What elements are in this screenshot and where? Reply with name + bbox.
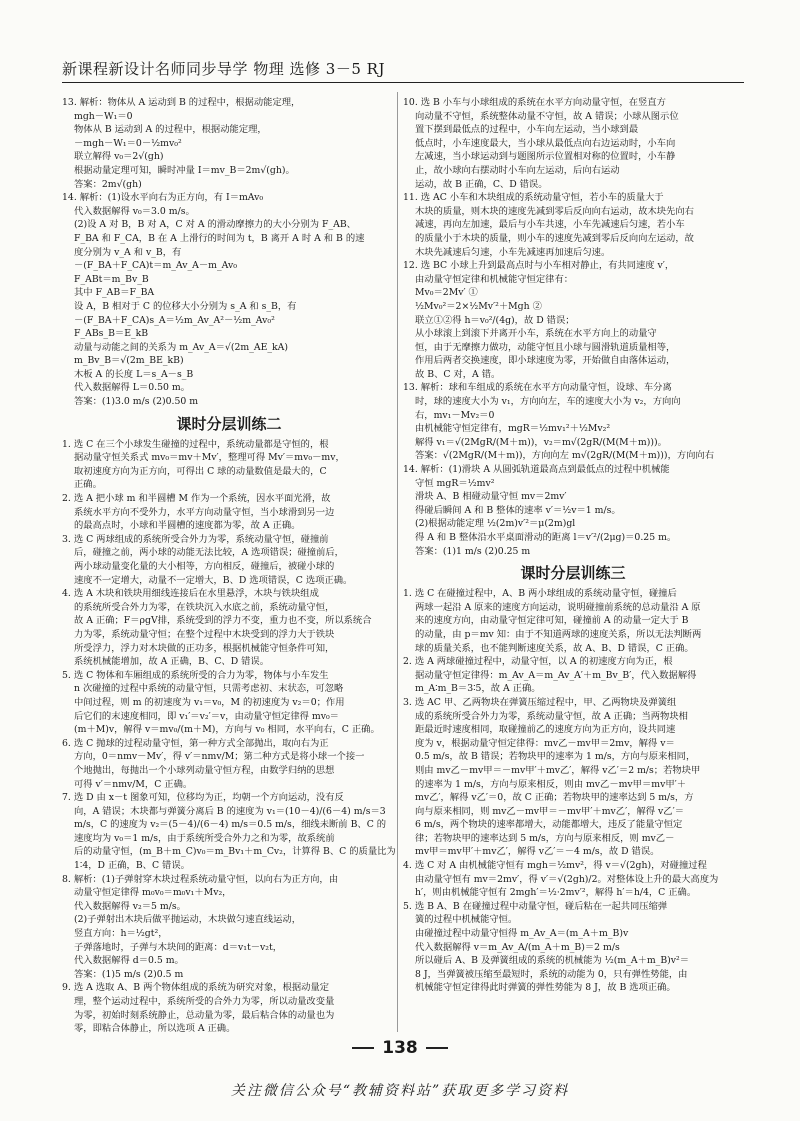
text-line: m_Bv_B＝√(2m_BE_kB) <box>74 355 184 367</box>
text-line: －(F_BA＋F_CA)s_A＝½m_Av_A²－½m_Av₀² <box>74 314 275 326</box>
page-header <box>62 56 744 83</box>
text-line: 向与原来相同，则 mv乙－mv甲＝－mv甲′＋mv乙′，解得 v乙′＝ <box>415 805 685 817</box>
text-line: 由动量守恒有 mv＝2mv′，得 v′＝√(2gh)/2。对整体设上升的最大高度为 <box>415 873 719 885</box>
text-line: －mgh－W₁＝0－½mv₀² <box>74 137 182 149</box>
text-line: mv甲＝mv甲′＋mv乙′，解得 v乙′＝－4 m/s，故 D 错误。 <box>415 846 660 858</box>
text-line: 代入数据解得 L＝0.50 m。 <box>74 382 190 394</box>
text-line: 簧的过程中机械能守恒。 <box>415 914 518 926</box>
text-line: 2. 选 A 两球碰撞过程中，动量守恒，以 A 的初速度方向为正，根 <box>403 656 673 668</box>
text-line: 12. 选 BC 小球上升到最高点时与小车相对静止，有共同速度 v′， <box>403 260 675 272</box>
text-line: 代入数据解得 v₂＝5 m/s。 <box>74 900 186 912</box>
text-line: 根据动量定理可知，瞬时冲量 I＝mv_B＝2m√(gh)。 <box>74 164 295 176</box>
text-line: 答案：(1)3.0 m/s (2)0.50 m <box>74 396 199 408</box>
text-line: m_A∶m_B＝3∶5，故 A 正确。 <box>415 683 541 695</box>
text-line: 作用后两者交换速度，即小球速度为零，开始做自由落体运动， <box>415 355 676 367</box>
text-line: 的质量小于木块的质量，则小车的速度先减到零后反向向左运动，故 <box>415 232 694 244</box>
text-line: 解得 v₁＝√(2MgR/(M＋m))，v₂＝m√(2gR/(M(M＋m)))。 <box>415 436 667 448</box>
header-title: 新课程新设计名师同步导学 物理 选修 3－5 RJ <box>62 60 385 78</box>
text-line: (2)根据动能定理 ½(2m)v′²＝μ(2m)gl <box>415 518 576 530</box>
text-line: －(F_BA＋F_CA)t＝m_Av_A－m_Av₀ <box>74 260 237 272</box>
text-line: 11. 选 AC 小车和木块组成的系统动量守恒，若小车的质量大于 <box>403 192 664 204</box>
text-line: 13. 解析：球和车组成的系统在水平方向动量守恒，设球、车分离 <box>403 382 672 394</box>
text-line: 低点时，小车速度最大，当小球从最低点向右边运动时，小车向 <box>415 137 676 149</box>
page-number: 138 <box>0 1038 800 1058</box>
text-line: mv乙′，解得 v乙′＝0，故 C 正确；若物块甲的速率达到 5 m/s，方 <box>415 792 694 804</box>
text-line: 距最近时速度相同，取碰撞前乙的速度方向为正方向，设共同速 <box>415 724 676 736</box>
text-line: 零，即粘合体静止，所以选项 A 正确。 <box>74 1023 236 1035</box>
text-line: 设 A，B 相对于 C 的位移大小分别为 s_A 和 s_B，有 <box>74 300 297 312</box>
text-line: 子弹落地时，子弹与木块间的距离：d＝v₁t－v₂t， <box>74 941 283 953</box>
text-line: (2)子弹射出木块后做平抛运动，木块做匀速直线运动， <box>74 914 301 926</box>
text-line: 1∶4，D 正确，B、C 错误。 <box>74 860 190 872</box>
text-line: 的最高点时，小球和半圆槽的速度都为零，故 A 正确。 <box>74 520 301 532</box>
text-line: 1. 选 C 在碰撞过程中，A、B 两小球组成的系统动量守恒，碰撞后 <box>403 588 677 600</box>
text-line: 答案：(1)1 m/s (2)0.25 m <box>415 545 531 557</box>
text-line: 律；若物块甲的速率达到 5 m/s，方向与原来相反，则 mv乙－ <box>415 832 675 844</box>
text-line: 球的质量关系，也不能判断速度关系，故 A、B、D 错误，C 正确。 <box>415 642 694 654</box>
text-line: 后，碰撞之前，两小球的动能无法比较，A 选项错误；碰撞前后， <box>74 547 344 559</box>
text-line: 9. 选 A 选取 A、B 两个物体组成的系统为研究对象，根据动量定 <box>62 982 330 994</box>
text-line: mgh－W₁＝0 <box>74 110 133 122</box>
text-line: 0.5 m/s，故 B 错误；若物块甲的速率为 1 m/s，方向与原来相同， <box>415 751 696 763</box>
text-line: 向，A 错误；木块都与弹簧分离后 B 的速度为 v₁＝(10－4)/(6－4) m/s＝3 <box>74 805 386 817</box>
text-line: F_ABt＝m_Bv_B <box>74 273 149 285</box>
text-line: 6. 选 C 抛球的过程动量守恒，第一种方式全部抛出，取向右为正 <box>62 737 329 749</box>
text-line: 所受浮力，浮力对木块做的正功多，根据机械能守恒条件可知， <box>74 642 335 654</box>
text-line: 系统机械能增加，故 A 正确，B、C、D 错误。 <box>74 656 270 668</box>
text-line: 6 m/s，两个物块的速率都增大，动能都增大，违反了能量守恒定 <box>415 819 683 831</box>
text-line: h′，则由机械能守恒有 2mgh′＝½·2mv′²，解得 h′＝h/4，C 正确。 <box>415 887 697 899</box>
text-line: 木块的质量，则木块的速度先减到零后反向向右运动，故木块先向右 <box>415 205 694 217</box>
text-line: 5. 选 B A、B 在碰撞过程中动量守恒，碰后粘在一起共同压缩弹 <box>403 900 668 912</box>
text-line: 联立解得 v₀＝2√(gh) <box>74 151 164 163</box>
text-line: 由机械能守恒定律有，mgR＝½mv₁²＋½Mv₂² <box>415 423 611 435</box>
text-line: 左减速，当小球运动到与题图所示位置相对称的位置时，小车静 <box>415 151 676 163</box>
text-line: (m＋M)v，解得 v＝mv₀/(m＋M)，方向与 v₀ 相同，水平向右，C 正确。 <box>74 724 380 736</box>
text-line: 力为零，系统动量守恒；在整个过程中木块受到的浮力大于铁块 <box>74 628 335 640</box>
text-line: 向动量不守恒，系统整体动量不守恒，故 A 错误；小球从图示位 <box>415 110 679 122</box>
text-line: 动量守恒定律得 m₀v₀＝m₀v₁＋Mv₂， <box>74 887 232 899</box>
text-line: 减速，再向左加速，最后与小车共速，小车先减速后匀速，若小车 <box>415 219 685 231</box>
text-line: 则由 mv乙－mv甲＝－mv甲′＋mv乙′，解得 v乙′＝2 m/s；若物块甲 <box>415 764 701 776</box>
text-line: 正确。 <box>74 479 102 491</box>
text-line: 的速率为 1 m/s，方向与原来相反，则由 mv乙－mv甲＝mv甲′＋ <box>415 778 687 790</box>
text-line: 答案：√(2MgR/(M＋m))，方向向左 m√(2gR/(M(M＋m)))，方向向右 <box>415 450 715 462</box>
text-line: 8. 解析：(1)子弹射穿木块过程系统动量守恒，以向右为正方向，由 <box>62 873 339 885</box>
text-line: m/s，C 的速度为 v₂＝(5－4)/(6－4) m/s＝0.5 m/s，细线未断前 B、C 的 <box>74 819 387 831</box>
text-line: 3. 选 AC 甲、乙两物块在弹簧压缩过程中，甲、乙两物块及弹簧组 <box>403 696 677 708</box>
text-line: 所以碰后 A、B 及弹簧组成的系统的机械能为 ½(m_A＋m_B)v²＝ <box>415 955 690 967</box>
text-line: 两小球动量变化量的大小相等，方向相反，碰撞后，被碰小球的 <box>74 561 335 572</box>
text-line: 方向，0＝nmv－Mv′，得 v′＝nmv/M；第二种方式是将小球一个接一 <box>74 751 365 763</box>
text-line: 机械能守恒定律得此时弹簧的弹性势能为 8 J，故 B 选项正确。 <box>415 982 676 994</box>
text-line: 故 B、C 对，A 错。 <box>415 368 501 380</box>
text-line: 竖直方向：h＝½gt²， <box>74 928 168 940</box>
text-line: 4. 选 C 对 A 由机械能守恒有 mgh＝½mv²，得 v＝√(2gh)，对碰撞过程 <box>403 860 707 872</box>
text-line: 后它们的末速度相同，即 v₁′＝v₂′＝v，由动量守恒定律得 mv₀＝ <box>74 710 339 722</box>
text-line: n 次碰撞的过程中系统的动量守恒，只需考虑初、末状态，可忽略 <box>74 683 344 695</box>
text-line: 由动量守恒定律和机械能守恒定律有： <box>415 273 574 285</box>
text-line: 由碰撞过程中动量守恒得 m_Av_A＝(m_A＋m_B)v <box>415 928 629 940</box>
text-line: 两球一起沿 A 原来的速度方向运动，说明碰撞前系统的总动量沿 A 原 <box>415 601 701 613</box>
text-line: 7. 选 D 由 x－t 图象可知，位移均为正，均朝一个方向运动，没有反 <box>62 792 344 804</box>
text-line: F_ABs_B＝E_kB <box>74 328 149 340</box>
text-line: 据动量守恒关系式 mv₀＝mv＋Mv′，整理可得 Mv′＝mv₀－mv， <box>74 452 345 464</box>
text-line: 3. 选 C 两球组成的系统所受合外力为零，系统动量守恒，碰撞前 <box>62 533 329 545</box>
text-line: 成的系统所受合外力为零，系统动量守恒，故 A 正确；当两物块相 <box>415 710 688 722</box>
text-line: 度为 v，根据动量守恒定律得：mv乙－mv甲＝2mv，解得 v＝ <box>415 737 675 749</box>
text-line: 时，球的速度大小为 v₁，方向向左，车的速度大小为 v₂，方向向 <box>415 396 681 408</box>
text-line: 度分别为 v_A 和 v_B，有 <box>74 246 182 258</box>
text-line: 得碰后瞬间 A 和 B 整体的速率 v′＝½v＝1 m/s。 <box>415 504 621 516</box>
text-line: 5. 选 C 物体和车厢组成的系统所受的合力为零，物体与小车发生 <box>62 669 329 681</box>
text-line: 物体从 B 运动到 A 的过程中，根据动能定理， <box>74 124 267 136</box>
text-line: 据动量守恒定律得：m_Av_A＝m_Av_A′＋m_Bv_B′，代入数据解得 <box>415 669 697 681</box>
text-line: 取初速度方向为正方向，可得出 C 球的动量数值是最大的，C <box>74 465 327 477</box>
text-line: 答案：(1)5 m/s (2)0.5 m <box>74 968 184 980</box>
text-line: 来的速度方向，由动量守恒定律可知，碰撞前 A 的动量一定大于 B <box>415 615 689 627</box>
text-line: 个地抛出，每抛出一个小球列动量守恒方程，由数学归纳的思想 <box>74 764 335 776</box>
text-line: ½Mv₀²＝2×½Mv′²＋Mgh ② <box>415 300 542 312</box>
text-line: 速度均为 v₀＝1 m/s，由于系统所受合外力之和为零，故系统前 <box>74 832 335 844</box>
text-line: 其中 F_AB＝F_BA <box>74 287 155 299</box>
text-line: 代入数据解得 v₀＝3.0 m/s。 <box>74 205 195 217</box>
text-line: 中间过程，则 m 的初速度为 v₁＝v₀，M 的初速度为 v₂＝0；作用 <box>74 696 345 708</box>
text-line: 代入数据解得 d＝0.5 m。 <box>74 955 184 967</box>
text-line: 故 A 正确；F＝ρgV排，系统受到的浮力不变，重力也不变，所以系统合 <box>74 615 372 627</box>
text-line: 为零，初始时刻系统静止，总动量为零，最后粘合体的动量也为 <box>74 1009 335 1021</box>
text-line: 止，故小球向右摆动时小车向左运动，后向右运动 <box>415 164 620 176</box>
text-line: 的动量，由 p＝mv 知：由于不知道两球的速度关系，所以无法判断两 <box>415 628 702 640</box>
text-line: 的系统所受合外力为零，在铁块沉入水底之前，系统动量守恒， <box>74 601 335 613</box>
text-line: 速度不一定增大，动量不一定增大，B、D 选项错误，C 选项正确。 <box>74 574 353 586</box>
text-line: 守恒 mgR＝½mv² <box>415 477 495 489</box>
text-line: 8 J，当弹簧被压缩至最短时，系统的动能为 0，只有弹性势能，由 <box>415 968 688 980</box>
text-line: 4. 选 A 木块和铁块用细线连接后在水里悬浮，木块与铁块组成 <box>62 588 319 600</box>
text-line: 系统水平方向不受外力，水平方向动量守恒，当小球滑到另一边 <box>74 506 335 518</box>
text-line: 得 A 和 B 整体沿水平桌面滑动的距离 l＝v′²/(2μg)＝0.25 m。 <box>415 532 677 543</box>
text-line: 1. 选 C 在三个小球发生碰撞的过程中，系统动量都是守恒的，根 <box>62 438 329 450</box>
text-line: 右，mv₁－Mv₂＝0 <box>415 409 495 421</box>
text-line: 滑块 A、B 相碰动量守恒 mv＝2mv′ <box>415 491 567 503</box>
left-column <box>62 96 396 1035</box>
text-line: 置下摆到最低点的过程中，小车向左运动，当小球到最 <box>415 124 639 136</box>
text-line: 动量与动能之间的关系为 m_Av_A＝√(2m_AE_kA) <box>74 341 288 353</box>
text-line: 从小球滚上到滚下并离开小车，系统在水平方向上的动量守 <box>415 328 657 340</box>
section-title: 课时分层训练三 <box>520 564 626 583</box>
text-line: 13. 解析：物体从 A 运动到 B 的过程中，根据动能定理， <box>62 97 301 108</box>
right-column <box>403 96 743 1026</box>
text-line: 后的动量守恒，(m_B＋m_C)v₀＝m_Bv₁＋m_Cv₂，计算得 B、C 的质量比为 <box>74 846 396 858</box>
text-line: 代入数据解得 v＝m_Av_A/(m_A＋m_B)＝2 m/s <box>415 941 620 953</box>
text-line: 14. 解析：(1)滑块 A 从圆弧轨道最高点到最低点的过程中机械能 <box>403 464 670 476</box>
text-line: 可得 v′＝nmv/M，C 正确。 <box>74 778 193 790</box>
section-title: 课时分层训练二 <box>176 414 282 433</box>
text-line: 10. 选 B 小车与小球组成的系统在水平方向动量守恒，在竖直方 <box>403 97 666 108</box>
text-line: Mv₀＝2Mv′ ① <box>415 287 478 299</box>
text-line: 理，整个运动过程中，系统所受的合外力为零，所以动量改变量 <box>74 996 335 1007</box>
text-line: (2)设 A 对 B，B 对 A，C 对 A 的滑动摩擦力的大小分别为 F_AB、 <box>74 219 356 231</box>
footer-note: 关注微信公众号“教辅资料站”获取更多学习资料 <box>230 1083 570 1099</box>
text-line: 木块先减速后匀速，小车先减速再加速后匀速。 <box>415 246 611 258</box>
text-line: F_BA 和 F_CA，B 在 A 上滑行的时间为 t，B 离开 A 时 A 和 B 的速 <box>74 232 365 244</box>
text-line: 14. 解析：(1)设水平向右为正方向，有 I＝mAv₀ <box>62 192 264 204</box>
column-divider <box>397 92 398 1032</box>
text-line: 2. 选 A 把小球 m 和半圆槽 M 作为一个系统，因水平面光滑，故 <box>62 493 331 505</box>
text-line: 木板 A 的长度 L＝s_A－s_B <box>74 368 194 380</box>
text-line: 联立①②得 h＝v₀²/(4g)，故 D 错误； <box>415 314 575 326</box>
text-line: 运动，故 B 正确，C、D 错误。 <box>415 178 548 190</box>
text-line: 恒，由于无摩擦力做功，动能守恒且小球与圆滑轨道质量相等， <box>415 341 676 353</box>
text-line: 答案：2m√(gh) <box>74 178 142 190</box>
